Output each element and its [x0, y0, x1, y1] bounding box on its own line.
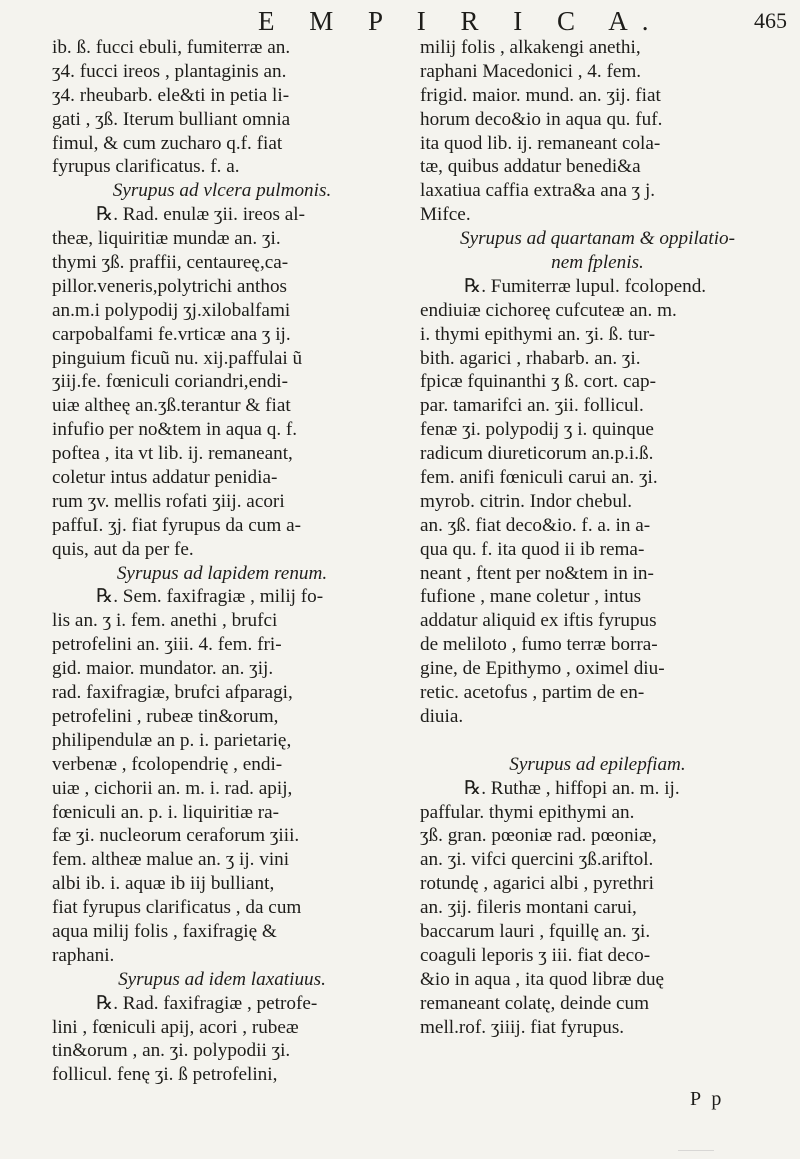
running-header — [0, 6, 800, 36]
text-line: mell.rof. ʒiiij. fiat fyrupus. — [420, 1016, 625, 1038]
text-line: neant , ftent per no&tem in in- — [420, 562, 654, 584]
text-line: gine, de Epithymo , oximel diu- — [420, 658, 665, 680]
page-smudge — [678, 1132, 714, 1151]
text-line: lini , fœniculi apij, acori , rubeæ — [52, 1016, 299, 1038]
text-line: radicum diureticorum an.p.i.ß. — [420, 443, 654, 465]
text-line: fufione , mane coletur , intus — [420, 586, 642, 608]
text-line: horum deco&io in aqua qu. fuf. — [420, 108, 663, 130]
text-line: fiat fyrupus clarificatus , da cum — [52, 897, 302, 919]
text-line: ʒ4. rheubarb. ele&ti in petia li- — [52, 84, 290, 106]
text-line: baccarum lauri , fquillę an. ʒi. — [420, 920, 651, 942]
text-line: an. ʒij. fileris montani carui, — [420, 897, 637, 919]
text-line: raphani. — [52, 944, 115, 966]
text-line: quis, aut da per fe. — [52, 538, 194, 560]
text-line: pinguium ficuũ nu. xij.paffulai ũ — [52, 347, 303, 369]
text-line: fæ ʒi. nucleorum ceraforum ʒiii. — [52, 825, 300, 847]
text-line: fimul, & cum zucharo q.f. fiat — [52, 132, 283, 154]
text-line: retic. acetofus , partim de en- — [420, 682, 645, 704]
text-line: rotundę , agarici albi , pyrethri — [420, 873, 654, 895]
text-line: pillor.veneris,polytrichi anthos — [52, 275, 288, 297]
text-line: paffuI. ʒj. fiat fyrupus da cum a- — [52, 514, 301, 536]
text-line: coaguli leporis ʒ iii. fiat deco- — [420, 944, 651, 966]
text-line: milij folis , alkakengi anethi, — [420, 37, 641, 58]
text-line: poftea , ita vt lib. ij. remaneant, — [52, 443, 293, 465]
text-line: bith. agarici , rhabarb. an. ʒi. — [420, 347, 641, 369]
text-line: gid. maior. mundator. an. ʒij. — [52, 658, 274, 680]
text-line: fyrupus clarificatus. f. a. — [52, 156, 240, 178]
text-line: &io in aqua , ita quod libræ duę — [420, 968, 665, 990]
text-line: addatur aliquid ex iftis fyrupus — [420, 610, 657, 632]
text-line: paffular. thymi epithymi an. — [420, 801, 635, 823]
text-line: coletur intus addatur penidia- — [52, 467, 278, 489]
text-line: fem. altheæ malue an. ʒ ij. vini — [52, 849, 290, 871]
text-line: an. ʒß. fiat deco&io. f. a. in a- — [420, 514, 651, 536]
text-line: uiæ , cichorii an. m. i. rad. apij, — [52, 777, 293, 799]
text-line: qua qu. f. ita quod ii ib rema- — [420, 538, 645, 560]
section-heading: nem fplenis. — [551, 252, 644, 274]
text-line: carpobalfami fe.vrticæ ana ʒ ij. — [52, 323, 291, 345]
text-line: de meliloto , fumo terræ borra- — [420, 634, 658, 656]
text-line: rum ʒv. mellis rofati ʒiij. acori — [52, 490, 285, 512]
text-line: fpicæ fquinanthi ʒ ß. cort. cap- — [420, 371, 657, 393]
text-line: rad. faxifragiæ, brufci afparagi, — [52, 682, 293, 704]
text-line: fem. anifi fœniculi carui an. ʒi. — [420, 467, 658, 489]
text-line: verbenæ , fcolopendrię , endi- — [52, 753, 283, 775]
text-line: infufio per no&tem in aqua q. f. — [52, 419, 298, 441]
text-line: ʒ4. fucci ireos , plantaginis an. — [52, 60, 287, 82]
text-line: myrob. citrin. Indor chebul. — [420, 490, 633, 512]
text-line: petrofelini an. ʒiii. 4. fem. fri- — [52, 634, 282, 656]
text-line: diuia. — [420, 705, 464, 727]
text-line — [420, 729, 775, 753]
right-text-column — [420, 36, 775, 1039]
section-heading: Syrupus ad epilepfiam. — [509, 753, 686, 775]
signature-mark: P p — [690, 1088, 725, 1110]
text-line: ℞. Fumiterræ lupul. fcolopend. — [464, 275, 707, 297]
text-line: petrofelini , rubeæ tin&orum, — [52, 705, 279, 727]
text-line: laxatiua caffia extra&a ana ʒ j. — [420, 180, 656, 202]
text-line: theæ, liquiritiæ mundæ an. ʒi. — [52, 228, 281, 250]
text-line: tin&orum , an. ʒi. polypodii ʒi. — [52, 1040, 291, 1062]
text-line: ita quod lib. ij. remaneant cola- — [420, 132, 661, 154]
text-line: ʒiij.fe. fœniculi coriandri,endi- — [52, 371, 289, 393]
text-line: remaneant colatę, deinde cum — [420, 992, 650, 1014]
text-line: fenæ ʒi. polypodij ʒ i. quinque — [420, 419, 654, 441]
text-line: endiuiæ cichoreę cufcuteæ an. m. — [420, 299, 677, 321]
text-line: frigid. maior. mund. an. ʒij. fiat — [420, 84, 661, 106]
text-line: philipendulæ an p. i. parietarię, — [52, 729, 292, 751]
text-line: an. ʒi. vifci quercini ʒß.ariftol. — [420, 849, 654, 871]
text-line: ʒß. gran. pœoniæ rad. pœoniæ, — [420, 825, 657, 847]
text-line: i. thymi epithymi an. ʒi. ß. tur- — [420, 323, 656, 345]
page-title: E M P I R I C A. — [258, 6, 663, 36]
text-line: ℞. Rad. enulæ ʒii. ireos al- — [96, 204, 306, 226]
page-number: 465 — [754, 8, 787, 33]
text-line: follicul. fenę ʒi. ß petrofelini, — [52, 1064, 278, 1086]
text-line: uiæ altheę an.ʒß.terantur & fiat — [52, 395, 291, 417]
text-line: ℞. Ruthæ , hiffopi an. m. ij. — [464, 777, 680, 799]
section-heading: Syrupus ad lapidem renum. — [116, 562, 328, 584]
text-line: an.m.i polypodij ʒj.xilobalfami — [52, 299, 291, 321]
section-heading: Syrupus ad quartanam & oppilatio- — [459, 228, 736, 250]
text-line: par. tamarifci an. ʒii. follicul. — [420, 395, 644, 417]
text-line: aqua milij folis , faxifragię & — [52, 920, 277, 942]
text-line: ℞. Sem. faxifragiæ , milij fo- — [96, 586, 324, 608]
text-line: gati , ʒß. Iterum bulliant omnia — [52, 108, 291, 130]
text-line: ib. ß. fucci ebuli, fumiterræ an. — [52, 37, 291, 58]
text-line: ℞. Rad. faxifragiæ , petrofe- — [96, 992, 318, 1014]
text-line: tæ, quibus addatur benedi&a — [420, 156, 641, 178]
section-heading: Syrupus ad vlcera pulmonis. — [112, 180, 332, 202]
left-text-column — [52, 36, 392, 1087]
text-line: lis an. ʒ i. fem. anethi , brufci — [52, 610, 278, 632]
section-heading: Syrupus ad idem laxatiuus. — [118, 968, 326, 990]
text-line: Mifce. — [420, 204, 471, 226]
text-line: raphani Macedonici , 4. fem. — [420, 60, 642, 82]
text-line: albi ib. i. aquæ ib iij bulliant, — [52, 873, 275, 895]
text-line: fœniculi an. p. i. liquiritiæ ra- — [52, 801, 280, 823]
text-line: thymi ʒß. praffii, centaureę,ca- — [52, 252, 289, 274]
